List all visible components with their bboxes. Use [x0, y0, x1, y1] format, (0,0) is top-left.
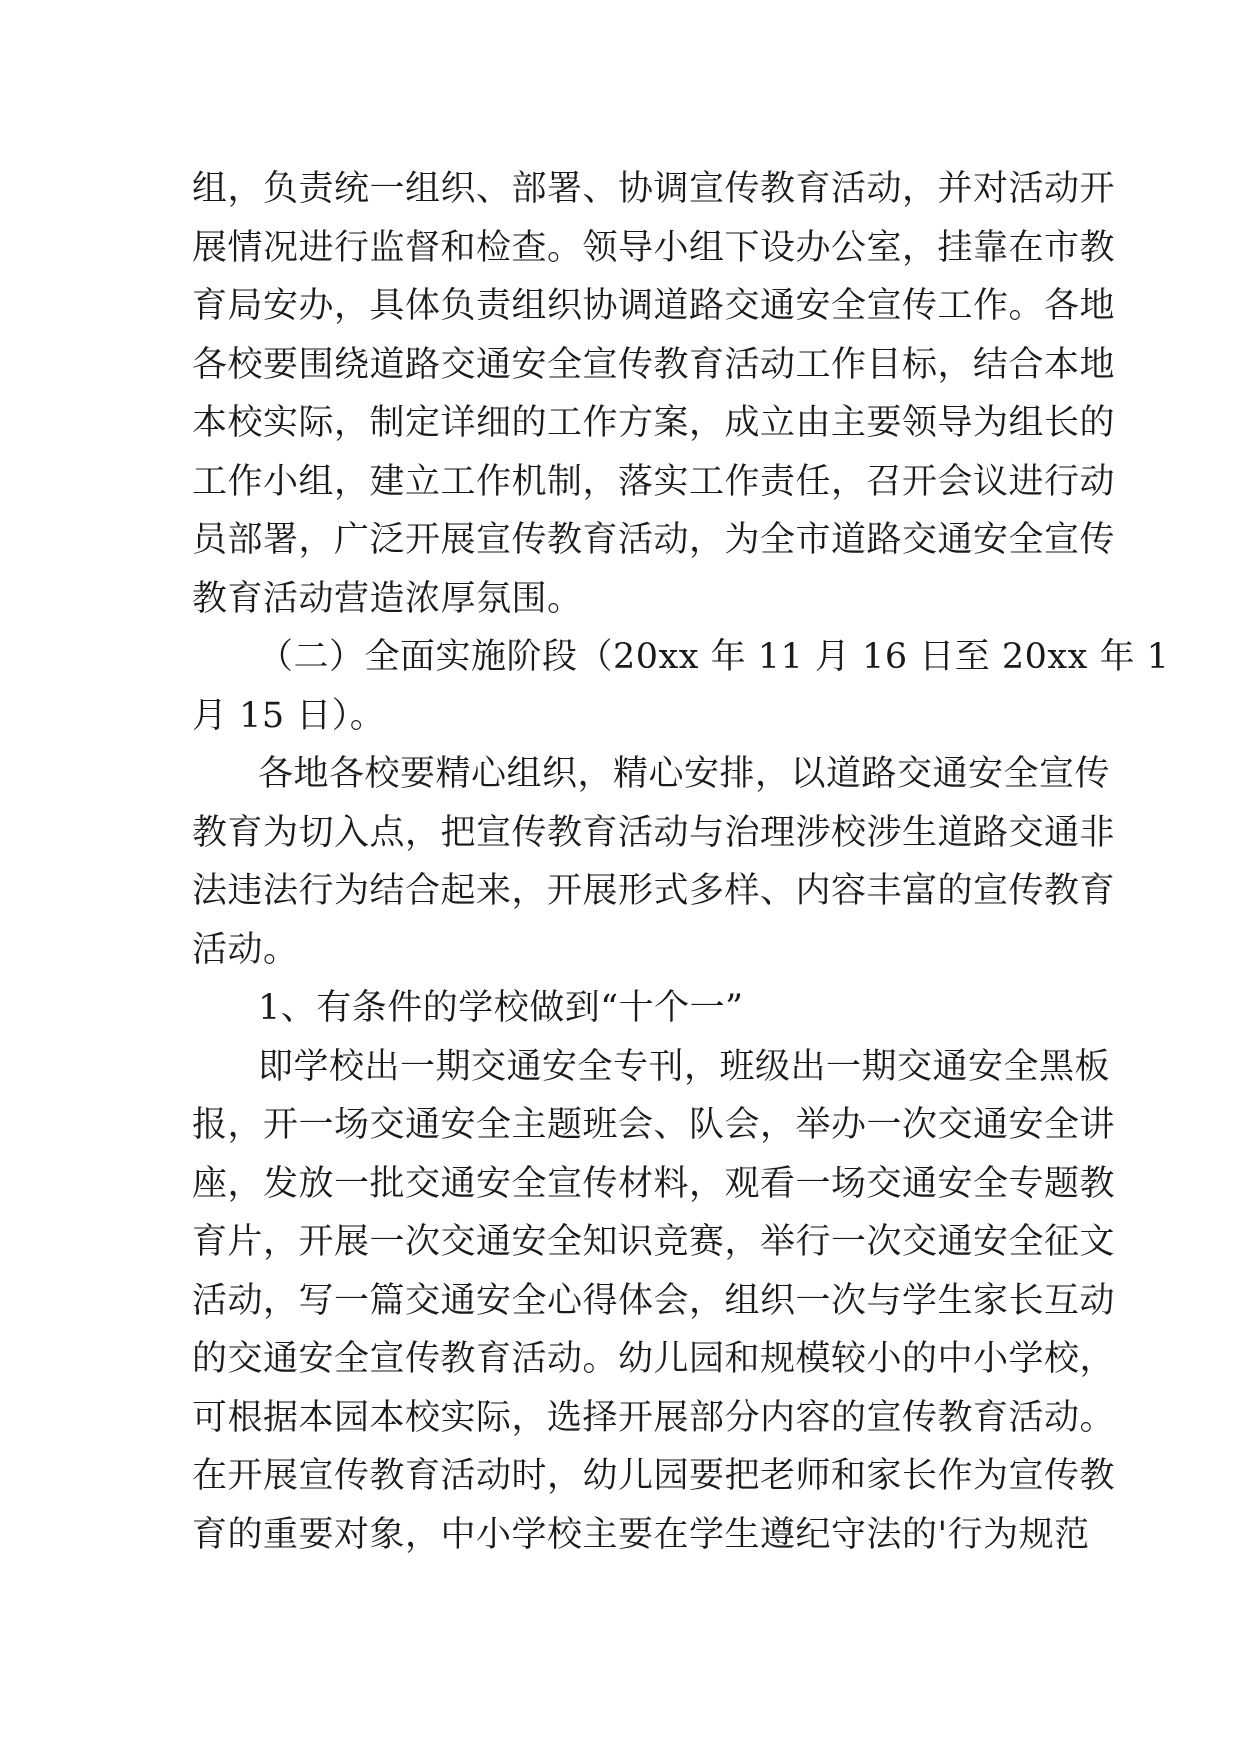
- text-line: 员部署，广泛开展宣传教育活动，为全市道路交通安全宣传: [192, 520, 1116, 560]
- text-line: 1、有条件的学校做到“十个一”: [258, 988, 744, 1028]
- text-line: 月 15 日）。: [192, 695, 386, 736]
- text-line: 组，负责统一组织、部署、协调宣传教育活动，并对活动开: [192, 169, 1116, 209]
- text-line: 活动。: [192, 929, 299, 970]
- text-line: 育局安办，具体负责组织协调道路交通安全宣传工作。各地: [192, 286, 1116, 326]
- text-line: 育片，开展一次交通安全知识竞赛，举行一次交通安全征文: [192, 1222, 1116, 1262]
- document-body-text: [192, 160, 1170, 1564]
- text-line: 展情况进行监督和检查。领导小组下设办公室，挂靠在市教: [192, 227, 1116, 268]
- text-line: 报，开一场交通安全主题班会、队会，举办一次交通安全讲: [192, 1105, 1116, 1145]
- text-line: 可根据本园本校实际，选择开展部分内容的宣传教育活动。: [192, 1397, 1116, 1438]
- text-line: （二）全面实施阶段（20xx 年 11 月 16 日至 20xx 年 1: [258, 637, 1170, 677]
- text-line: 座，发放一批交通安全宣传材料，观看一场交通安全专题教: [192, 1163, 1116, 1204]
- text-line: 活动，写一篇交通安全心得体会，组织一次与学生家长互动: [192, 1280, 1116, 1321]
- text-line: 各校要围绕道路交通安全宣传教育活动工作目标，结合本地: [192, 344, 1116, 385]
- text-line: 即学校出一期交通安全专刊，班级出一期交通安全黑板: [258, 1046, 1111, 1087]
- text-line: 教育为切入点，把宣传教育活动与治理涉校涉生道路交通非: [192, 812, 1116, 853]
- text-line: 法违法行为结合起来，开展形式多样、内容丰富的宣传教育: [192, 871, 1116, 911]
- text-line: 育的重要对象，中小学校主要在学生遵纪守法的'行为规范: [192, 1514, 1090, 1555]
- text-line: 在开展宣传教育活动时，幼儿园要把老师和家长作为宣传教: [192, 1456, 1116, 1496]
- text-line: 工作小组，建立工作机制，落实工作责任，召开会议进行动: [192, 461, 1116, 502]
- text-line: 教育活动营造浓厚氛围。: [192, 578, 583, 619]
- text-line: 的交通安全宣传教育活动。幼儿园和规模较小的中小学校，: [192, 1339, 1116, 1379]
- text-line: 各地各校要精心组织，精心安排，以道路交通安全宣传: [258, 754, 1111, 794]
- text-line: 本校实际，制定详细的工作方案，成立由主要领导为组长的: [192, 403, 1116, 443]
